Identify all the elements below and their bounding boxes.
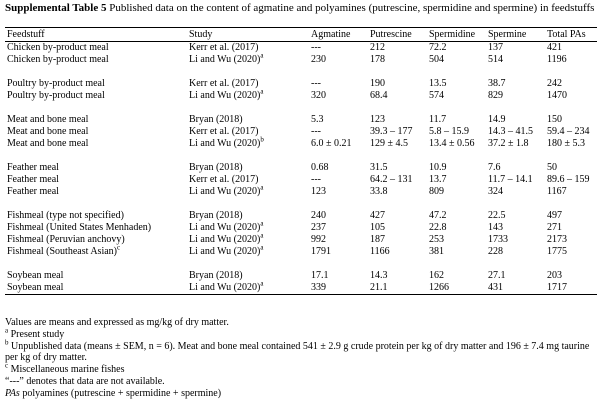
cell-study-text: Li and Wu (2020) [189, 138, 261, 149]
footnote-mark: a [260, 243, 264, 252]
cell-feedstuff [5, 42, 187, 55]
cell-agmatine [309, 114, 368, 126]
cell-spermidine-text: 381 [429, 246, 444, 257]
cell-spermine [486, 162, 545, 174]
cell-study-text: Li and Wu (2020) [189, 186, 261, 197]
cell-agmatine [309, 246, 368, 258]
cell-study-text: Kerr et al. (2017) [189, 42, 259, 53]
cell-spermine [486, 90, 545, 102]
cell-spermidine-text: 162 [429, 270, 444, 281]
cell-putrescine [368, 246, 427, 258]
cell-study [187, 174, 309, 186]
cell-spermidine-text: 47.2 [429, 210, 447, 221]
cell-putrescine-text: 427 [370, 210, 385, 221]
cell-total-text: 1717 [547, 282, 567, 293]
cell-spermine [486, 222, 545, 234]
cell-spermidine-text: 22.8 [429, 222, 447, 233]
cell-feedstuff-text: Fishmeal (Peruvian anchovy) [7, 234, 125, 245]
header-spermine: Spermine [488, 28, 527, 40]
cell-study [187, 51, 309, 66]
cell-spermine [486, 114, 545, 126]
footnote-mark: a [260, 87, 264, 96]
cell-feedstuff-text: Poultry by-product meal [7, 78, 105, 89]
cell-spermidine [427, 126, 486, 138]
cell-total [545, 114, 597, 126]
cell-total [545, 222, 597, 234]
cell-agmatine-text: 17.1 [311, 270, 329, 281]
cell-study [187, 126, 309, 138]
cell-feedstuff [5, 270, 187, 282]
cell-putrescine [368, 234, 427, 246]
cell-putrescine [368, 138, 427, 150]
cell-spermine-text: 27.1 [488, 270, 506, 281]
table-row [5, 186, 597, 198]
note-values: Values are means and expressed as mg/kg of dry matter. [5, 317, 229, 328]
table-row [5, 126, 597, 138]
cell-spermidine-text: 72.2 [429, 42, 447, 53]
cell-putrescine-text: 105 [370, 222, 385, 233]
cell-spermidine [427, 174, 486, 186]
polyamine-table [5, 27, 597, 295]
cell-feedstuff [5, 174, 187, 186]
note-pas-text: polyamines (putrescine + spermidine + spermine) [22, 387, 222, 399]
cell-feedstuff-text: Poultry by-product meal [7, 90, 105, 101]
cell-total [545, 90, 597, 102]
cell-spermidine-text: 504 [429, 54, 444, 65]
cell-study [187, 78, 309, 90]
note-c-mark: c [5, 361, 9, 370]
cell-spermidine-text: 574 [429, 90, 444, 101]
cell-total [545, 42, 597, 55]
cell-total-text: 271 [547, 222, 562, 233]
cell-spermidine-text: 1266 [429, 282, 449, 293]
cell-putrescine [368, 222, 427, 234]
cell-putrescine-text: 190 [370, 78, 385, 89]
cell-putrescine-text: 64.2 – 131 [370, 174, 413, 185]
cell-spermine [486, 174, 545, 186]
cell-total-text: 1470 [547, 90, 567, 101]
cell-total-text: 1775 [547, 246, 567, 257]
footnote-mark: a [260, 51, 264, 60]
cell-total [545, 282, 597, 295]
cell-spermidine [427, 42, 486, 55]
cell-feedstuff-text: Feather meal [7, 186, 59, 197]
cell-study-text: Kerr et al. (2017) [189, 126, 259, 137]
cell-agmatine-text: 237 [311, 222, 326, 233]
table-caption [5, 2, 595, 15]
footnote-mark: b [260, 135, 264, 144]
cell-putrescine [368, 90, 427, 102]
cell-agmatine-text: 240 [311, 210, 326, 221]
spacer-row [5, 102, 597, 114]
cell-feedstuff [5, 78, 187, 90]
cell-feedstuff-text: Meat and bone meal [7, 138, 89, 149]
cell-feedstuff-text: Meat and bone meal [7, 126, 89, 137]
cell-putrescine-text: 1166 [370, 246, 390, 257]
header-spermidine: Spermidine [429, 28, 476, 40]
cell-total-text: 89.6 – 159 [547, 174, 590, 185]
cell-feedstuff [5, 114, 187, 126]
cell-study-text: Li and Wu (2020) [189, 234, 261, 245]
cell-total [545, 162, 597, 174]
cell-agmatine-text: 992 [311, 234, 326, 245]
cell-agmatine [309, 54, 368, 66]
cell-feedstuff [5, 243, 187, 258]
cell-agmatine [309, 210, 368, 222]
cell-spermidine [427, 222, 486, 234]
cell-total [545, 186, 597, 198]
cell-agmatine [309, 174, 368, 186]
cell-spermine-text: 38.7 [488, 78, 506, 89]
header-total-pas: Total PAs [547, 28, 586, 40]
cell-agmatine [309, 270, 368, 282]
cell-total-text: 150 [547, 114, 562, 125]
header-row [5, 28, 597, 42]
cell-putrescine-text: 68.4 [370, 90, 388, 101]
header-study: Study [189, 28, 213, 40]
note-b-text: Unpublished data (means ± SEM, n = 6). Meat and bone meal contained 541 ± 2.9 g crude protein per kg of dry matter and 196 ± 7.4 mg taurine per kg of dry matter. [5, 340, 590, 364]
cell-spermine-text: 228 [488, 246, 503, 257]
cell-putrescine [368, 126, 427, 138]
cell-agmatine [309, 138, 368, 150]
spacer-row [5, 258, 597, 270]
cell-agmatine [309, 78, 368, 90]
cell-study-text: Li and Wu (2020) [189, 90, 261, 101]
cell-agmatine [309, 186, 368, 198]
cell-study [187, 210, 309, 222]
cell-spermine [486, 234, 545, 246]
cell-feedstuff [5, 222, 187, 234]
cell-spermine [486, 282, 545, 295]
cell-spermine-text: 829 [488, 90, 503, 101]
table-row [5, 90, 597, 102]
cell-putrescine [368, 78, 427, 90]
cell-spermidine-text: 253 [429, 234, 444, 245]
cell-putrescine-text: 123 [370, 114, 385, 125]
spacer-cell [5, 198, 597, 210]
footnote-mark: a [260, 231, 264, 240]
cell-spermine [486, 126, 545, 138]
table-row [5, 162, 597, 174]
cell-study [187, 270, 309, 282]
cell-spermidine [427, 282, 486, 295]
cell-feedstuff [5, 282, 187, 295]
cell-agmatine-text: --- [311, 42, 321, 53]
cell-study [187, 42, 309, 55]
cell-total-text: 59.4 – 234 [547, 126, 590, 137]
cell-feedstuff-text: Fishmeal (type not specified) [7, 210, 124, 221]
cell-total [545, 138, 597, 150]
cell-feedstuff [5, 234, 187, 246]
cell-study-text: Bryan (2018) [189, 270, 243, 281]
cell-total [545, 78, 597, 90]
cell-study [187, 231, 309, 246]
cell-putrescine-text: 187 [370, 234, 385, 245]
note-pas [5, 388, 595, 400]
cell-feedstuff [5, 90, 187, 102]
cell-total-text: 1167 [547, 186, 567, 197]
cell-putrescine-text: 178 [370, 54, 385, 65]
cell-spermine [486, 246, 545, 258]
cell-study-text: Li and Wu (2020) [189, 246, 261, 257]
cell-agmatine-text: 1791 [311, 246, 331, 257]
cell-feedstuff-text: Meat and bone meal [7, 114, 89, 125]
cell-agmatine-text: 6.0 ± 0.21 [311, 138, 352, 149]
cell-feedstuff-text: Fishmeal (Southeast Asian) [7, 246, 117, 257]
spacer-cell [5, 150, 597, 162]
cell-spermine [486, 78, 545, 90]
cell-agmatine [309, 222, 368, 234]
cell-agmatine [309, 162, 368, 174]
cell-study [187, 279, 309, 295]
cell-feedstuff-text: Chicken by-product meal [7, 54, 109, 65]
cell-spermine-text: 324 [488, 186, 503, 197]
table-row [5, 210, 597, 222]
cell-spermidine [427, 162, 486, 174]
cell-total-text: 421 [547, 42, 562, 53]
cell-study-text: Kerr et al. (2017) [189, 78, 259, 89]
cell-feedstuff [5, 138, 187, 150]
footnote-mark: a [260, 219, 264, 228]
table-row [5, 246, 597, 258]
footnote-mark: c [117, 243, 121, 252]
note-c-text: Miscellaneous marine fishes [10, 364, 125, 376]
footnote-mark: a [260, 183, 264, 192]
spacer-cell [5, 258, 597, 270]
cell-spermidine [427, 270, 486, 282]
table-row [5, 78, 597, 90]
cell-putrescine-text: 212 [370, 42, 385, 53]
cell-feedstuff-text: Fishmeal (United States Menhaden) [7, 222, 152, 233]
table-row [5, 54, 597, 66]
cell-total-text: 1196 [547, 54, 567, 65]
cell-study-text: Li and Wu (2020) [189, 222, 261, 233]
cell-feedstuff-text: Soybean meal [7, 282, 64, 293]
cell-agmatine [309, 282, 368, 295]
cell-agmatine [309, 42, 368, 55]
cell-spermine [486, 42, 545, 55]
cell-putrescine-text: 14.3 [370, 270, 388, 281]
cell-study-text: Bryan (2018) [189, 114, 243, 125]
cell-spermine-text: 14.3 – 41.5 [488, 126, 533, 137]
cell-study-text: Kerr et al. (2017) [189, 174, 259, 185]
cell-total-text: 497 [547, 210, 562, 221]
cell-putrescine [368, 270, 427, 282]
cell-spermidine [427, 186, 486, 198]
cell-spermine [486, 54, 545, 66]
table-row [5, 138, 597, 150]
cell-putrescine [368, 162, 427, 174]
cell-total [545, 234, 597, 246]
cell-spermine-text: 1733 [488, 234, 508, 245]
spacer-cell [5, 102, 597, 114]
cell-spermine-text: 514 [488, 54, 503, 65]
cell-agmatine [309, 126, 368, 138]
cell-feedstuff-text: Feather meal [7, 174, 59, 185]
cell-spermine-text: 22.5 [488, 210, 506, 221]
cell-spermidine [427, 54, 486, 66]
cell-spermidine [427, 90, 486, 102]
cell-spermidine [427, 234, 486, 246]
table-body [5, 42, 597, 295]
note-c [5, 361, 595, 376]
cell-agmatine-text: 339 [311, 282, 326, 293]
cell-study [187, 114, 309, 126]
cell-total [545, 210, 597, 222]
header-feedstuff: Feedstuff [7, 28, 45, 40]
cell-spermine [486, 186, 545, 198]
cell-spermine-text: 11.7 – 14.1 [488, 174, 533, 185]
table-row [5, 114, 597, 126]
cell-putrescine [368, 114, 427, 126]
cell-agmatine-text: 320 [311, 90, 326, 101]
cell-spermidine-text: 5.8 – 15.9 [429, 126, 469, 137]
cell-total [545, 126, 597, 138]
cell-putrescine-text: 129 ± 4.5 [370, 138, 408, 149]
table-row [5, 42, 597, 55]
cell-feedstuff [5, 54, 187, 66]
note-a [5, 326, 595, 341]
cell-spermine [486, 138, 545, 150]
cell-total [545, 246, 597, 258]
cell-putrescine [368, 174, 427, 186]
note-a-text: Present study [10, 328, 65, 340]
cell-study [187, 162, 309, 174]
spacer-row [5, 66, 597, 78]
cell-study [187, 135, 309, 150]
caption-label: Supplemental Table 5 [5, 2, 107, 14]
cell-total-text: 50 [547, 162, 557, 173]
header-agmatine: Agmatine [311, 28, 351, 40]
cell-total-text: 180 ± 5.3 [547, 138, 585, 149]
cell-study-text: Li and Wu (2020) [189, 54, 261, 65]
cell-feedstuff [5, 210, 187, 222]
cell-feedstuff-text: Soybean meal [7, 270, 64, 281]
cell-feedstuff [5, 162, 187, 174]
note-b [5, 338, 595, 365]
spacer-cell [5, 66, 597, 78]
cell-agmatine-text: --- [311, 174, 321, 185]
cell-spermidine [427, 138, 486, 150]
cell-agmatine [309, 90, 368, 102]
cell-study [187, 243, 309, 258]
cell-spermine [486, 210, 545, 222]
cell-agmatine-text: 0.68 [311, 162, 329, 173]
cell-study [187, 183, 309, 198]
cell-study-text: Bryan (2018) [189, 210, 243, 221]
note-a-mark: a [5, 326, 9, 335]
cell-spermine-text: 37.2 ± 1.8 [488, 138, 529, 149]
footnote-mark: a [260, 279, 264, 288]
cell-spermine-text: 137 [488, 42, 503, 53]
cell-spermidine-text: 13.4 ± 0.56 [429, 138, 475, 149]
cell-spermidine-text: 809 [429, 186, 444, 197]
spacer-row [5, 150, 597, 162]
cell-putrescine-text: 39.3 – 177 [370, 126, 413, 137]
cell-total-text: 2173 [547, 234, 567, 245]
header-putrescine: Putrescine [370, 28, 412, 40]
cell-feedstuff [5, 186, 187, 198]
cell-putrescine [368, 54, 427, 66]
cell-agmatine [309, 234, 368, 246]
cell-spermine-text: 143 [488, 222, 503, 233]
cell-spermidine-text: 13.5 [429, 78, 447, 89]
cell-study [187, 219, 309, 234]
cell-total [545, 270, 597, 282]
cell-putrescine [368, 210, 427, 222]
cell-study-text: Li and Wu (2020) [189, 282, 261, 293]
note-dash: “---” denotes that data are not available. [5, 375, 165, 387]
table-row [5, 270, 597, 282]
table-row [5, 174, 597, 186]
cell-putrescine [368, 42, 427, 55]
table-row [5, 282, 597, 295]
cell-study [187, 87, 309, 102]
cell-spermidine [427, 246, 486, 258]
cell-spermidine [427, 210, 486, 222]
cell-total-text: 203 [547, 270, 562, 281]
cell-putrescine [368, 186, 427, 198]
cell-spermine-text: 14.9 [488, 114, 506, 125]
table-row [5, 222, 597, 234]
cell-putrescine-text: 31.5 [370, 162, 388, 173]
cell-spermine-text: 431 [488, 282, 503, 293]
note-b-mark: b [5, 338, 9, 347]
cell-putrescine [368, 282, 427, 295]
cell-agmatine-text: --- [311, 78, 321, 89]
cell-spermine-text: 7.6 [488, 162, 501, 173]
cell-agmatine-text: 5.3 [311, 114, 324, 125]
cell-feedstuff-text: Chicken by-product meal [7, 42, 109, 53]
cell-spermidine-text: 10.9 [429, 162, 447, 173]
caption-text: Published data on the content of agmatine and polyamines (putrescine, spermidine and spermine) in feedstuffs [109, 2, 595, 14]
cell-spermine [486, 270, 545, 282]
cell-feedstuff-text: Feather meal [7, 162, 59, 173]
cell-spermidine-text: 11.7 [429, 114, 447, 125]
spacer-row [5, 198, 597, 210]
cell-study-text: Bryan (2018) [189, 162, 243, 173]
cell-feedstuff [5, 126, 187, 138]
cell-agmatine-text: --- [311, 126, 321, 137]
cell-putrescine-text: 33.8 [370, 186, 388, 197]
cell-agmatine-text: 230 [311, 54, 326, 65]
cell-total [545, 174, 597, 186]
note-pas-abbr: PAs [5, 387, 20, 399]
cell-spermidine-text: 13.7 [429, 174, 447, 185]
cell-spermidine [427, 114, 486, 126]
cell-putrescine-text: 21.1 [370, 282, 388, 293]
cell-total [545, 54, 597, 66]
cell-total-text: 242 [547, 78, 562, 89]
table-row [5, 234, 597, 246]
cell-spermidine [427, 78, 486, 90]
cell-agmatine-text: 123 [311, 186, 326, 197]
table-notes [5, 317, 595, 400]
